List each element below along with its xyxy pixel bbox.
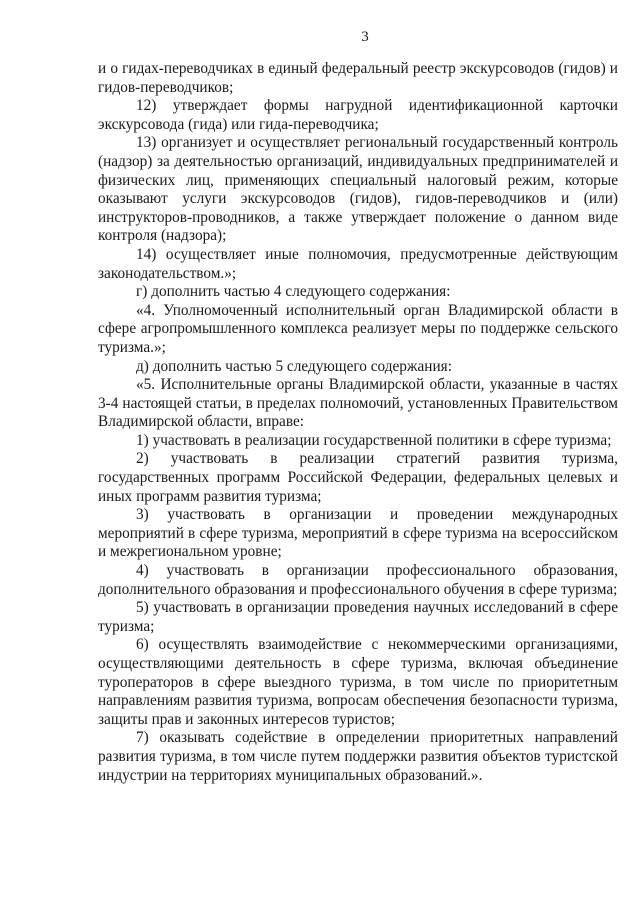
paragraph-item-1: 1) участвовать в реализации государственной политики в сфере туризма; [136,431,612,449]
paragraph-amendment-d: д) дополнить частью 5 следующего содержания: [136,357,452,375]
document-body [98,60,618,785]
paragraph-item-3: 3) участвовать в организации и проведении международных мероприятий в сфере туризма, мероприятий в сфере туризма на всероссийском и межрегиональном уровне; [98,506,618,561]
paragraph-amendment-g: г) дополнить частью 4 следующего содержания: [136,283,451,301]
paragraph-item-5: 5) участвовать в организации проведения научных исследований в сфере туризма; [98,599,618,635]
paragraph-part-5: «5. Исполнительные органы Владимирской области, указанные в частях 3-4 настоящей статьи, в пределах полномочий, установленных Правительством Владимирской области, вправе: [98,376,618,431]
paragraph-item-14: 14) осуществляет иные полномочия, предусмотренные действующим законодательством.»; [98,245,618,282]
paragraph-item-6: 6) осуществлять взаимодействие с некоммерческими организациями, осуществляющими деятельность в сфере туризма, включая объединение туроператоров в сфере выездного туризма, в том числе по приоритетным направлениям развития туризма, вопросам обеспечения безопасности туризма, защиты прав и законных интересов туристов; [98,636,618,728]
paragraph-item-12: 12) утверждает формы нагрудной идентификационной карточки экскурсовода (гида) или гида-переводчика; [98,97,618,133]
paragraph-item-2: 2) участвовать в реализации стратегий развития туризма, государственных программ Российской Федерации, федеральных целевых и иных программ развития туризма; [98,450,618,505]
paragraph-item-4: 4) участвовать в организации профессионального образования, дополнительного образования и профессионального обучения в сфере туризма; [98,562,618,598]
paragraph-item-7: 7) оказывать содействие в определении приоритетных направлений развития туризма, в том числе путем поддержки развития объектов туристской индустрии на территориях муниципальных образований.». [98,729,618,784]
paragraph-item-13: 13) организует и осуществляет региональный государственный контроль (надзор) за деятельностью организаций, индивидуальных предпринимателей и физических лиц, применяющих специальный налоговый режим, которые оказывают услуги экскурсоводов (гидов), гидов-переводчиков и (или) инструкторов-проводников, а также утверждает положение о данном виде контроля (надзора); [98,134,618,245]
paragraph-continuation: и о гидах-переводчиках в единый федеральный реестр экскурсоводов (гидов) и гидов-переводчиков; [98,60,618,96]
paragraph-part-4: «4. Уполномоченный исполнительный орган Владимирской области в сфере агропромышленного комплекса реализует меры по поддержке сельского туризма.»; [98,301,618,356]
page-number: 3 [361,29,369,45]
